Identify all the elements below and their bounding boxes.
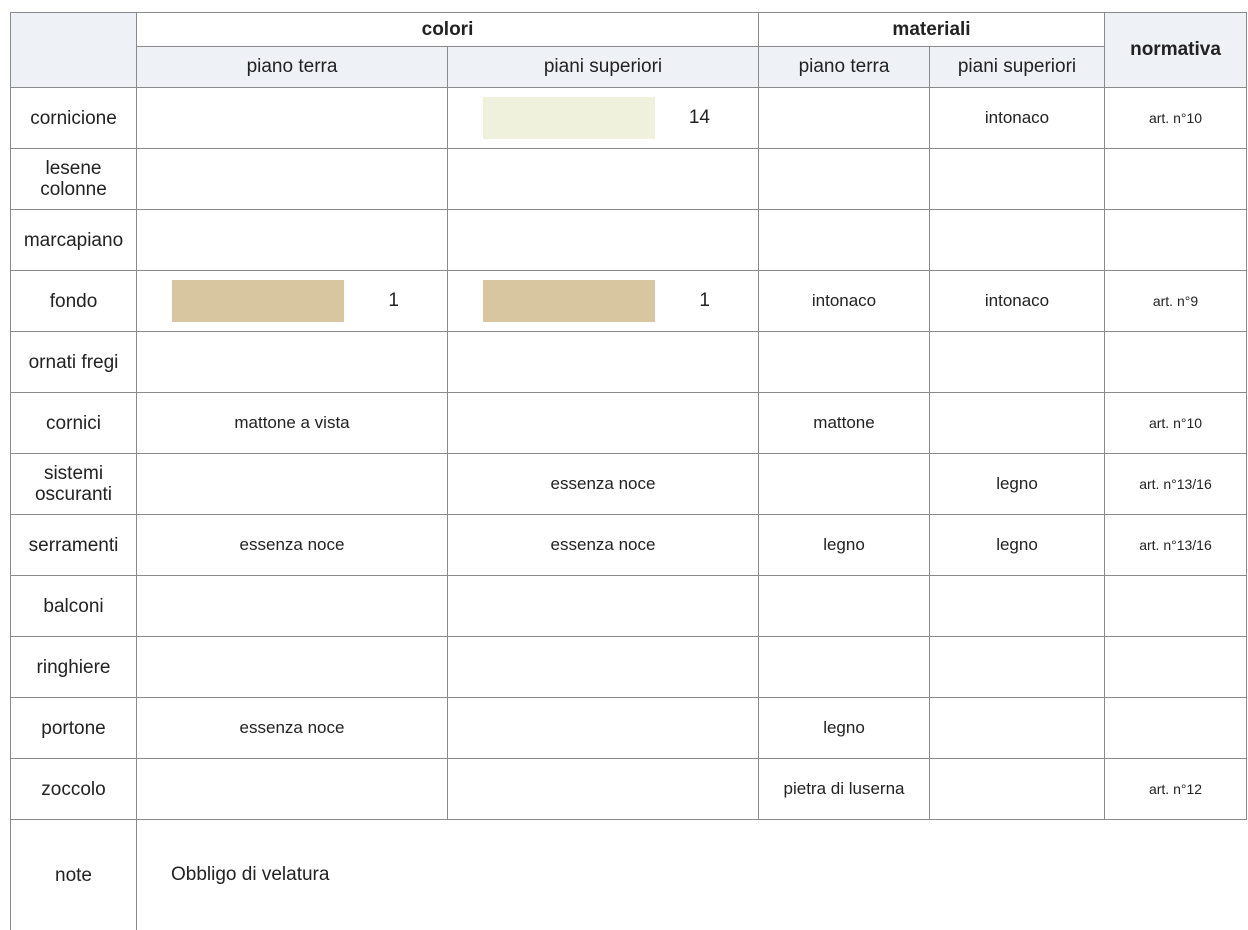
row-label: lesene colonne: [11, 149, 137, 210]
materiali-piano-terra-cell: [759, 210, 930, 271]
note-row: [11, 820, 1247, 930]
materiali-piani-superiori-cell: [930, 149, 1105, 210]
colori-piani-superiori-cell: [448, 576, 759, 637]
row-label: zoccolo: [11, 759, 137, 820]
materiali-piano-terra-header: piano terra: [759, 47, 930, 88]
colori-piani-superiori-cell: essenza noce: [448, 454, 759, 515]
normativa-cell: art. n°10: [1105, 88, 1247, 149]
table-row: [11, 454, 1247, 515]
row-label: fondo: [11, 271, 137, 332]
materiali-piani-superiori-cell: [930, 576, 1105, 637]
materiali-piano-terra-cell: mattone: [759, 393, 930, 454]
color-swatch: [483, 97, 655, 139]
materiali-piani-superiori-cell: [930, 698, 1105, 759]
row-label: portone: [11, 698, 137, 759]
colori-piano-terra-cell: [137, 454, 448, 515]
normativa-cell: art. n°10: [1105, 393, 1247, 454]
normativa-cell: [1105, 698, 1247, 759]
table-row: [11, 515, 1247, 576]
colori-piani-superiori-header: piani superiori: [448, 47, 759, 88]
table-row: [11, 210, 1247, 271]
normativa-cell: [1105, 332, 1247, 393]
materiali-piano-terra-cell: pietra di luserna: [759, 759, 930, 820]
colori-piano-terra-header: piano terra: [137, 47, 448, 88]
colori-piano-terra-cell: [137, 332, 448, 393]
row-label: cornici: [11, 393, 137, 454]
normativa-cell: art. n°9: [1105, 271, 1247, 332]
table-row: [11, 271, 1247, 332]
note-text: Obbligo di velatura: [137, 820, 1247, 930]
row-label: serramenti: [11, 515, 137, 576]
normativa-header: normativa: [1105, 13, 1247, 88]
normativa-cell: [1105, 149, 1247, 210]
colori-piano-terra-cell: [137, 637, 448, 698]
materiali-piano-terra-cell: [759, 637, 930, 698]
table-row: [11, 759, 1247, 820]
row-label: ornati fregi: [11, 332, 137, 393]
colori-piani-superiori-cell: essenza noce: [448, 515, 759, 576]
colori-piani-superiori-cell: [448, 698, 759, 759]
table-row: [11, 637, 1247, 698]
colori-piano-terra-cell: mattone a vista: [137, 393, 448, 454]
materiali-piani-superiori-cell: [930, 210, 1105, 271]
colori-piani-superiori-cell: [448, 149, 759, 210]
materiali-piano-terra-cell: intonaco: [759, 271, 930, 332]
materiali-piano-terra-cell: [759, 332, 930, 393]
row-label: cornicione: [11, 88, 137, 149]
color-code: 14: [689, 107, 710, 129]
materiali-piani-superiori-cell: legno: [930, 515, 1105, 576]
table-row: [11, 149, 1247, 210]
table-row: [11, 698, 1247, 759]
materiali-piani-superiori-cell: legno: [930, 454, 1105, 515]
color-code: 1: [388, 290, 399, 312]
colori-piani-superiori-cell: [448, 332, 759, 393]
colori-piano-terra-cell: [137, 210, 448, 271]
corner-header: [11, 13, 137, 88]
materiali-piano-terra-cell: [759, 88, 930, 149]
color-code: 1: [699, 290, 710, 312]
normativa-cell: [1105, 576, 1247, 637]
materiali-group-header: materiali: [759, 13, 1105, 47]
colori-piano-terra-cell: [137, 759, 448, 820]
materiali-piano-terra-cell: legno: [759, 515, 930, 576]
note-label: note: [11, 820, 137, 930]
colori-piano-terra-cell: essenza noce: [137, 515, 448, 576]
materiali-piani-superiori-cell: [930, 393, 1105, 454]
row-label: ringhiere: [11, 637, 137, 698]
table-row: [11, 332, 1247, 393]
color-swatch: [483, 280, 655, 322]
materiali-piano-terra-cell: legno: [759, 698, 930, 759]
colori-piano-terra-cell: essenza noce: [137, 698, 448, 759]
materiali-piani-superiori-cell: [930, 332, 1105, 393]
materiali-piani-superiori-cell: [930, 637, 1105, 698]
materiali-piano-terra-cell: [759, 149, 930, 210]
color-materials-table: [10, 12, 1247, 930]
normativa-cell: art. n°12: [1105, 759, 1247, 820]
materiali-piani-superiori-header: piani superiori: [930, 47, 1105, 88]
table-row: [11, 576, 1247, 637]
row-label: sistemi oscuranti: [11, 454, 137, 515]
colori-piano-terra-cell: [137, 88, 448, 149]
materiali-piano-terra-cell: [759, 454, 930, 515]
materiali-piano-terra-cell: [759, 576, 930, 637]
normativa-cell: [1105, 210, 1247, 271]
table-row: [11, 393, 1247, 454]
table-row: [11, 88, 1247, 149]
row-label: balconi: [11, 576, 137, 637]
colori-piani-superiori-cell: [448, 88, 759, 149]
colori-piani-superiori-cell: [448, 637, 759, 698]
normativa-cell: art. n°13/16: [1105, 454, 1247, 515]
materiali-piani-superiori-cell: intonaco: [930, 271, 1105, 332]
colori-piani-superiori-cell: [448, 759, 759, 820]
color-swatch: [172, 280, 344, 322]
colori-piani-superiori-cell: [448, 210, 759, 271]
materiali-piani-superiori-cell: [930, 759, 1105, 820]
colori-piano-terra-cell: [137, 149, 448, 210]
colori-piani-superiori-cell: [448, 393, 759, 454]
colori-piano-terra-cell: [137, 576, 448, 637]
colori-group-header: colori: [137, 13, 759, 47]
materiali-piani-superiori-cell: intonaco: [930, 88, 1105, 149]
colori-piano-terra-cell: [137, 271, 448, 332]
colori-piani-superiori-cell: [448, 271, 759, 332]
normativa-cell: art. n°13/16: [1105, 515, 1247, 576]
row-label: marcapiano: [11, 210, 137, 271]
table-body: [11, 88, 1247, 930]
normativa-cell: [1105, 637, 1247, 698]
